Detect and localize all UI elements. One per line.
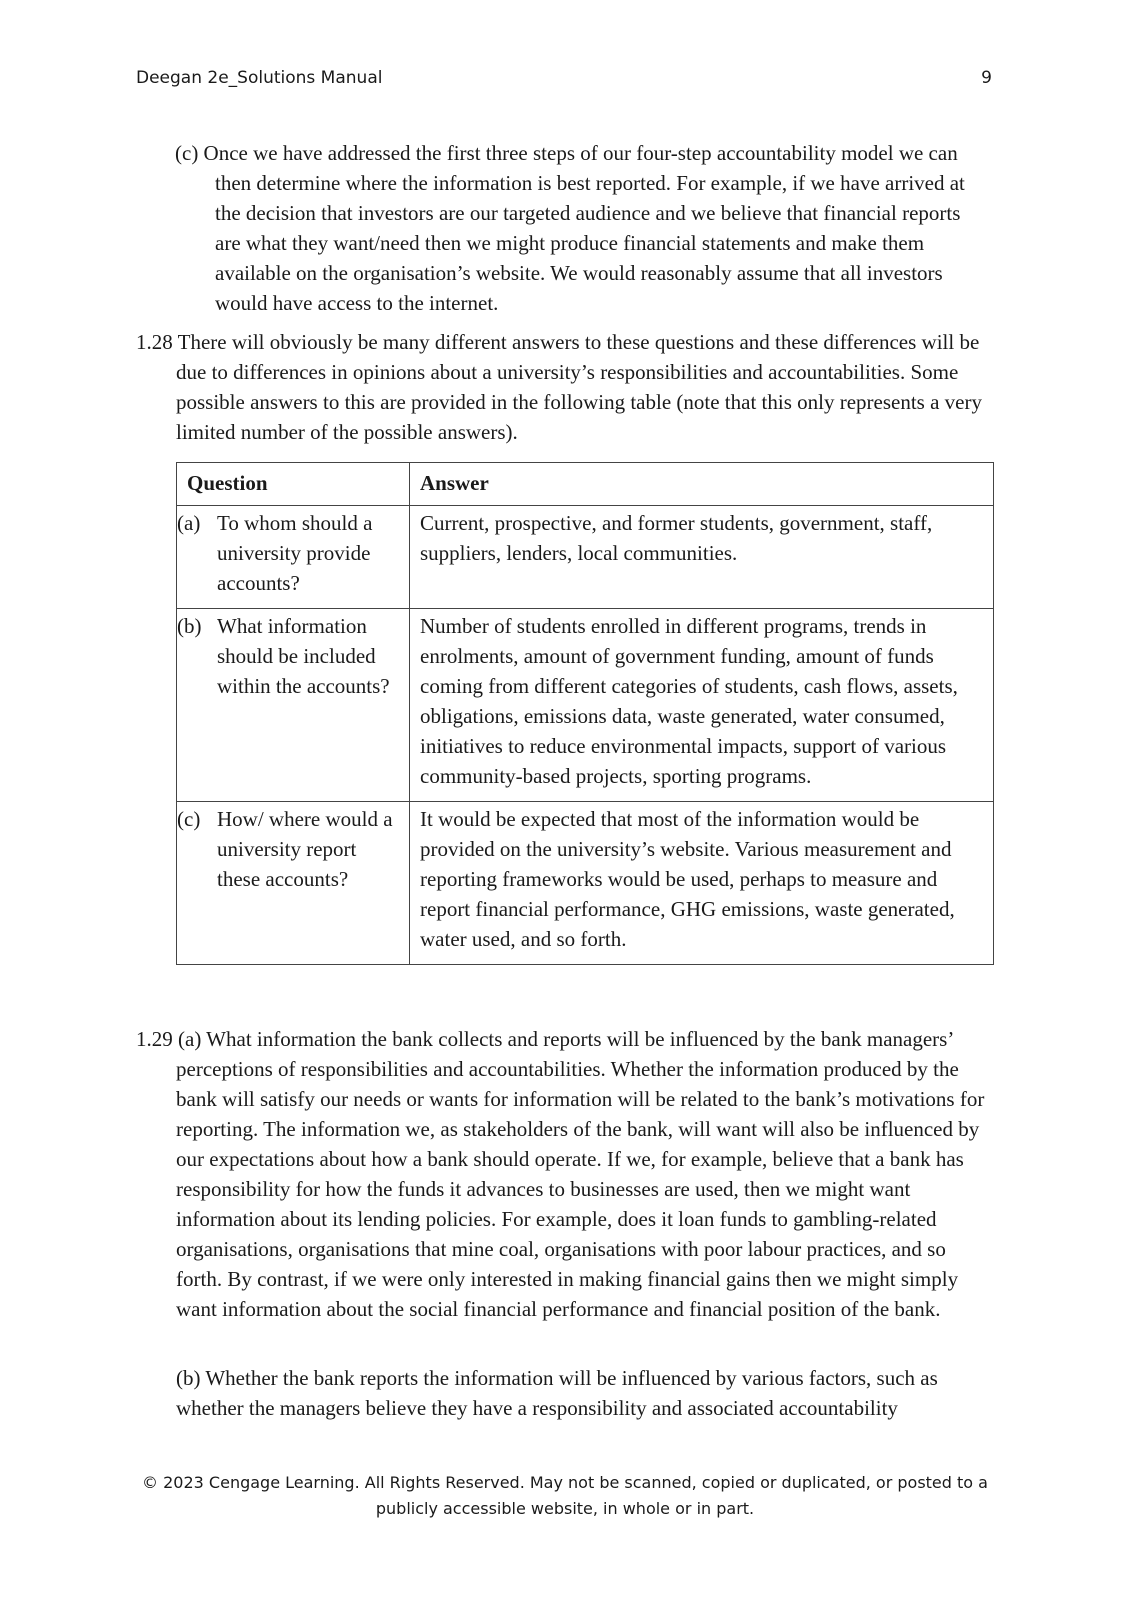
answer-cell: Current, prospective, and former students, government, staff, suppliers, lenders, local communities. xyxy=(410,506,994,609)
paragraph-1-27c: (c) Once we have addressed the first three steps of our four-step accountability model we can then determine where the information is best reported. For example, if we have arrived at the decision that investors are our targeted audience and we believe that financial reports are what they want/need then we might produce financial statements and make them available on the organisation’s website. We would reasonably assume that all investors would have access to the internet. xyxy=(175,141,965,315)
table-row xyxy=(177,802,994,965)
document-title: Deegan 2e_Solutions Manual xyxy=(136,68,383,88)
question-cell xyxy=(177,609,410,802)
answer-cell: Number of students enrolled in different programs, trends in enrolments, amount of government funding, amount of funds coming from different categories of students, cash flows, assets, obligations, emissions data, waste generated, water consumed, initiatives to reduce environmental impacts, support of various community-based projects, sporting programs. xyxy=(410,609,994,802)
footer-line-1: © 2023 Cengage Learning. All Rights Reserved. May not be scanned, copied or duplicated, or posted to a xyxy=(142,1473,988,1492)
paragraph-1-29a: 1.29 (a) What information the bank collects and reports will be influenced by the bank managers’ perceptions of responsibilities and accountabilities. Whether the information produced by the bank will satisfy our needs or wants for information will be related to the bank’s motivations for reporting. The information we, as stakeholders of the bank, will want will also be influenced by our expectations about how a bank should operate. If we, for example, believe that a bank has responsibility for how the funds it advances to businesses are used, then we might want information about its lending policies. For example, does it loan funds to gambling-related organisations, organisations that mine coal, organisations with poor labour practices, and so forth. By contrast, if we were only interested in making financial gains then we might simply want information about the social financial performance and financial position of the bank. xyxy=(136,1027,985,1321)
question-cell xyxy=(177,802,410,965)
answer-header: Answer xyxy=(410,463,994,506)
table-header-row xyxy=(177,463,994,506)
copyright-footer xyxy=(130,1470,1000,1522)
question-header: Question xyxy=(177,463,410,506)
question-text: To whom should a university provide accounts? xyxy=(217,511,373,595)
answer-cell: It would be expected that most of the information would be provided on the university’s website. Various measurement and reporting frameworks would be used, perhaps to measure and report financial performance, GHG emissions, waste generated, water used, and so forth. xyxy=(410,802,994,965)
paragraph-1-28: 1.28 There will obviously be many different answers to these questions and these differences will be due to differences in opinions about a university’s responsibilities and accountabilities. Some possible answers to this are provided in the following table (note that this only represents a very limited number of the possible answers). xyxy=(136,330,982,444)
question-letter: (a) xyxy=(177,511,201,535)
question-letter: (b) xyxy=(177,614,202,638)
table-row xyxy=(177,506,994,609)
question-text: What information should be included within the accounts? xyxy=(217,614,390,698)
paragraph-1-29b: (b) Whether the bank reports the information will be influenced by various factors, such as whether the managers believe they have a responsibility and associated accountability xyxy=(176,1366,938,1420)
question-text: How/ where would a university report these accounts? xyxy=(217,807,393,891)
question-cell xyxy=(177,506,410,609)
qa-table xyxy=(176,462,994,965)
question-letter: (c) xyxy=(177,807,201,831)
page-header xyxy=(136,68,992,88)
page-number: 9 xyxy=(981,68,992,88)
footer-line-2: publicly accessible website, in whole or in part. xyxy=(375,1499,755,1518)
table-row xyxy=(177,609,994,802)
